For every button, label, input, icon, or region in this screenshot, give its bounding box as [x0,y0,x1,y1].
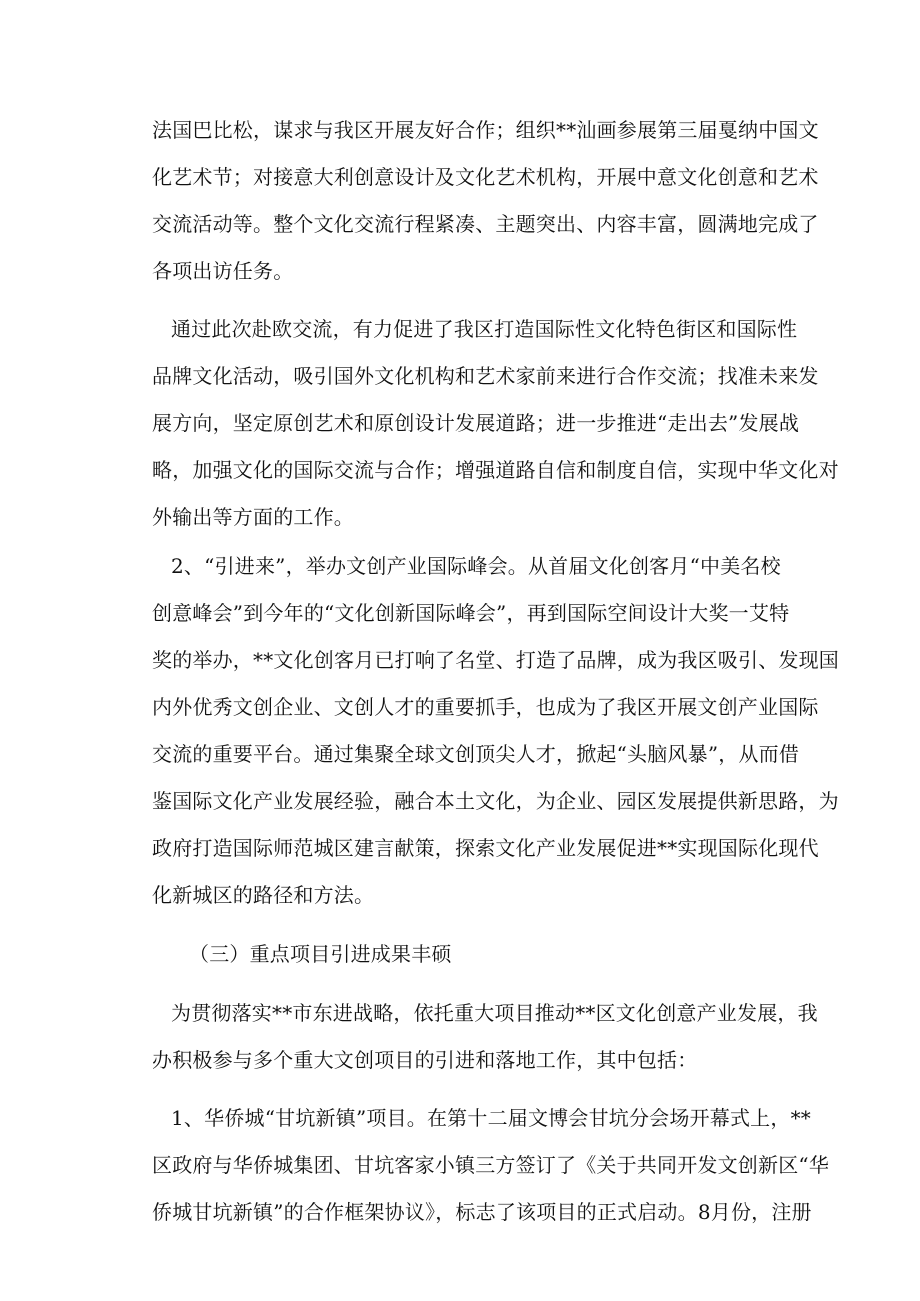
paragraph-first-line: 1、华侨城“甘坑新镇”项目。在第十二届文博会甘坑分会场开幕式上，** [171,1106,811,1130]
paragraph-first-line: 2、“引进来”，举办文创产业国际峰会。从首届文化创客月“中美名校 [171,554,781,578]
text-line: 侨城甘坑新镇”的合作框架协议》，标志了该项目的正式启动。8月份，注册 [152,1200,812,1224]
text-line: 政府打造国际师范城区建言献策，探索文化产业发展促进**实现国际化现代 [152,836,819,860]
text-line: 各项出访任务。 [152,259,294,283]
text-line: 内外优秀文创企业、文创人才的重要抓手，也成为了我区开展文创产业国际 [152,695,819,719]
paragraph-first-line: 通过此次赴欧交流，有力促进了我区打造国际性文化特色街区和国际性 [171,317,798,341]
text-line: 展方向，坚定原创艺术和原创设计发展道路；进一步推进“走出去”发展战 [152,411,800,435]
text-line: 法国巴比松，谋求与我区开展友好合作；组织**汕画参展第三届戛纳中国文 [152,118,819,142]
text-line: 化艺术节；对接意大利创意设计及文化艺术机构，开展中意文化创意和艺术 [152,165,819,189]
text-line: 鉴国际文化产业发展经验，融合本土文化，为企业、园区发展提供新思路，为 [152,789,839,813]
text-line: 办积极参与多个重大文创项目的引进和落地工作，其中包括： [152,1048,698,1072]
text-line: 品牌文化活动，吸引国外文化机构和艺术家前来进行合作交流；找准未来发 [152,364,819,388]
section-heading: （三）重点项目引进成果丰硕 [189,942,452,966]
text-line: 交流活动等。整个文化交流行程紧凑、主题突出、内容丰富，圆满地完成了 [152,212,819,236]
text-line: 奖的举办，**文化创客月已打响了名堂、打造了品牌，成为我区吸引、发现国 [152,648,839,672]
text-line: 化新城区的路径和方法。 [152,883,375,907]
text-line: 交流的重要平台。通过集聚全球文创顶尖人才，掀起“头脑风暴”，从而借 [152,742,800,766]
text-line: 区政府与华侨城集团、甘坑客家小镇三方签订了《关于共同开发文创新区“华 [152,1153,830,1177]
text-line: 外输出等方面的工作。 [152,505,354,529]
text-line: 创意峰会”到今年的“文化创新国际峰会”，再到国际空间设计大奖一艾特 [152,601,790,625]
paragraph-first-line: 为贯彻落实**市东进战略，依托重大项目推动**区文化创意产业发展，我 [171,1001,818,1025]
text-line: 略，加强文化的国际交流与合作；增强道路自信和制度自信，实现中华文化对 [152,458,839,482]
